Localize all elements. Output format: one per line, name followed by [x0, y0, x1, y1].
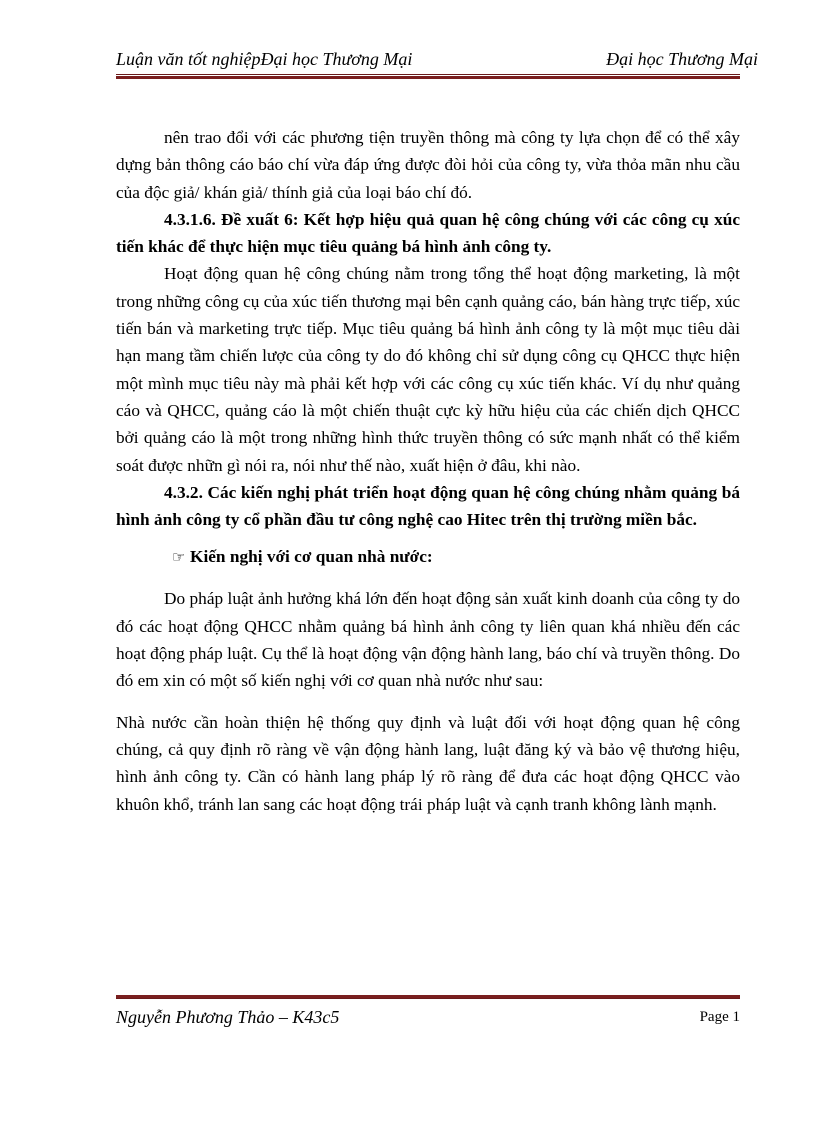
paragraph-state-recommendation: Nhà nước cần hoàn thiện hệ thống quy định và luật đối với hoạt động quan hệ công chúng, cả quy định rõ ràng về vận động hành lang, luật đăng ký và bảo vệ thương hiệu, hình ảnh công ty. Cần có hành lang pháp lý rõ ràng để đưa các hoạt động QHCC vào khuôn khổ, tránh lan sang các hoạt động trái pháp luật và cạnh tranh không lành mạnh. [116, 712, 740, 814]
pointing-hand-icon: ☞ [172, 548, 186, 567]
paragraph-law-influence: Do pháp luật ảnh hưởng khá lớn đến hoạt động sản xuất kinh doanh của công ty do đó các hoạt động QHCC nhằm quảng bá hình ảnh công ty liên quan khá nhiều đến các hoạt động pháp luật. Cụ thể là hoạt động vận động hành lang, báo chí và truyền thông. Do đó em xin có một số kiến nghị với cơ quan nhà nước như sau: [116, 589, 740, 691]
page-header [116, 46, 758, 76]
paragraph-continuation: nên trao đổi với các phương tiện truyền thông mà công ty lựa chọn để có thể xây dựng bản thông cáo báo chí vừa đáp ứng được đòi hỏi của công ty, vừa thỏa mãn nhu cầu của độc giả/ khán giả/ thính giả của loại báo chí đó. [116, 128, 740, 202]
header-left-title: Luận văn tốt nghiệpĐại học Thương Mại [116, 49, 413, 69]
paragraph-pr-marketing: Hoạt động quan hệ công chúng nằm trong tổng thể hoạt động marketing, là một trong những công cụ của xúc tiến thương mại bên cạnh quảng cáo, bán hàng trực tiếp, xúc tiến bán và marketing trực tiếp. Mục tiêu quảng bá hình ảnh công ty là một mục tiêu dài hạn mang tầm chiến lược của công ty do đó không chỉ sử dụng công cụ QHCC thực hiện một mình mục tiêu này mà phải kết hợp với các công cụ xúc tiến khác. Ví dụ như quảng cáo và QHCC, quảng cáo là một chiến thuật cực kỳ hữu hiệu của các chiến dịch QHCC bởi quảng cáo là một trong những hình thức truyền thông có sức mạnh nhất có thể kiểm soát được nhữn gì nói ra, nói như thế nào, xuất hiện ở đâu, khi nào. [116, 264, 740, 475]
header-rule [116, 74, 740, 79]
page-footer [116, 1007, 740, 1037]
bullet-item-state-agency [116, 543, 740, 571]
bullet-label: Kiến nghị với cơ quan nhà nước: [190, 547, 433, 567]
page-number: Page 1 [699, 1009, 740, 1025]
page-body [116, 124, 740, 818]
heading-recommendations: 4.3.2. Các kiến nghị phát triển hoạt động quan hệ công chúng nhằm quảng bá hình ảnh công ty cổ phần đầu tư công nghệ cao Hitec trên thị trường miền bắc. [116, 482, 740, 530]
footer-rule [116, 994, 740, 999]
header-right-title: Đại học Thương Mại [606, 49, 758, 69]
footer-author: Nguyễn Phương Thảo – K43c5 [116, 1007, 340, 1027]
heading-proposal-6: 4.3.1.6. Đề xuất 6: Kết hợp hiệu quả quan hệ công chúng với các công cụ xúc tiến khác để thực hiện mục tiêu quảng bá hình ảnh công ty. [116, 209, 740, 257]
